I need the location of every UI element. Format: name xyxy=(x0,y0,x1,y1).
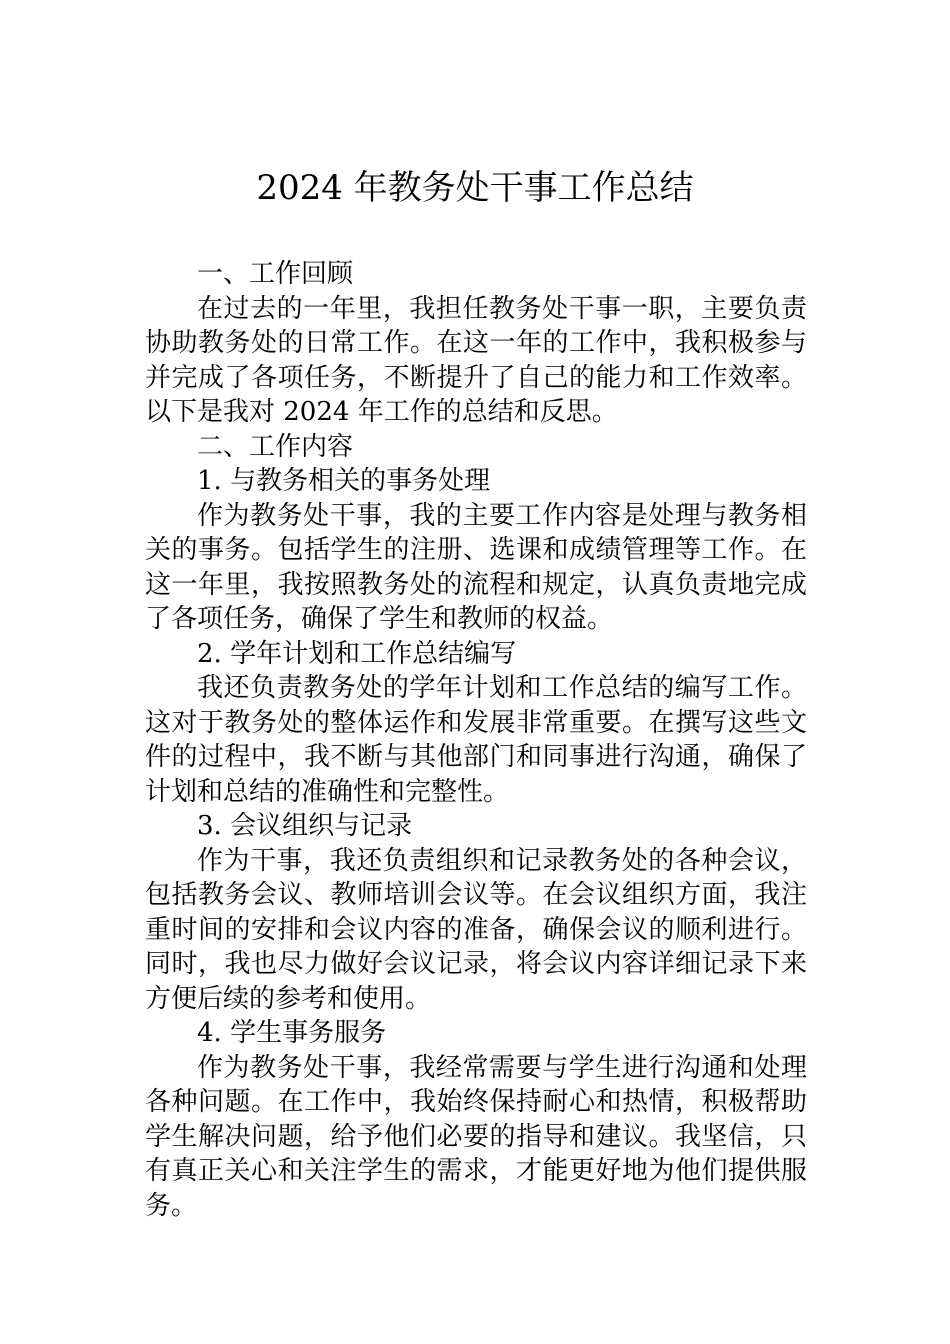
paragraph-meetings: 作为干事，我还负责组织和记录教务处的各种会议，包括教务会议、教师培训会议等。在会议组织方面，我注重时间的安排和会议内容的准备，确保会议的顺利进行。同时，我也尽力做好会议记录，将会议内容详细记录下来方便后续的参考和使用。 xyxy=(145,845,807,1014)
paragraph-affairs: 作为教务处干事，我的主要工作内容是处理与教务相关的事务。包括学生的注册、选课和成绩管理等工作。在这一年里，我按照教务处的流程和规定，认真负责地完成了各项任务，确保了学生和教师的权益。 xyxy=(145,500,807,634)
subheading-affairs: 1. 与教务相关的事务处理 xyxy=(197,466,491,496)
paragraph-planning: 我还负责教务处的学年计划和工作总结的编写工作。这对于教务处的整体运作和发展非常重要。在撰写这些文件的过程中，我不断与其他部门和同事进行沟通，确保了计划和总结的准确性和完整性。 xyxy=(145,673,807,807)
section-heading-review: 一、工作回顾 xyxy=(197,259,354,289)
subheading-planning: 2. 学年计划和工作总结编写 xyxy=(197,638,517,669)
section-heading-content: 二、工作内容 xyxy=(197,431,354,462)
paragraph-student-services: 作为教务处干事，我经常需要与学生进行沟通和处理各种问题。在工作中，我始终保持耐心和热情，积极帮助学生解决问题，给予他们必要的指导和建议。我坚信，只有真正关心和关注学生的需求，才能更好地为他们提供服务。 xyxy=(145,1052,807,1221)
paragraph-review: 在过去的一年里，我担任教务处干事一职，主要负责协助教务处的日常工作。在这一年的工作中，我积极参与并完成了各项任务，不断提升了自己的能力和工作效率。以下是我对 2024 年工作的总结和反思。 xyxy=(145,293,807,427)
subheading-student-services: 4. 学生事务服务 xyxy=(197,1018,387,1048)
subheading-meetings: 3. 会议组织与记录 xyxy=(197,811,413,841)
document-body xyxy=(145,257,807,1223)
document-title: 2024 年教务处干事工作总结 xyxy=(256,168,694,208)
